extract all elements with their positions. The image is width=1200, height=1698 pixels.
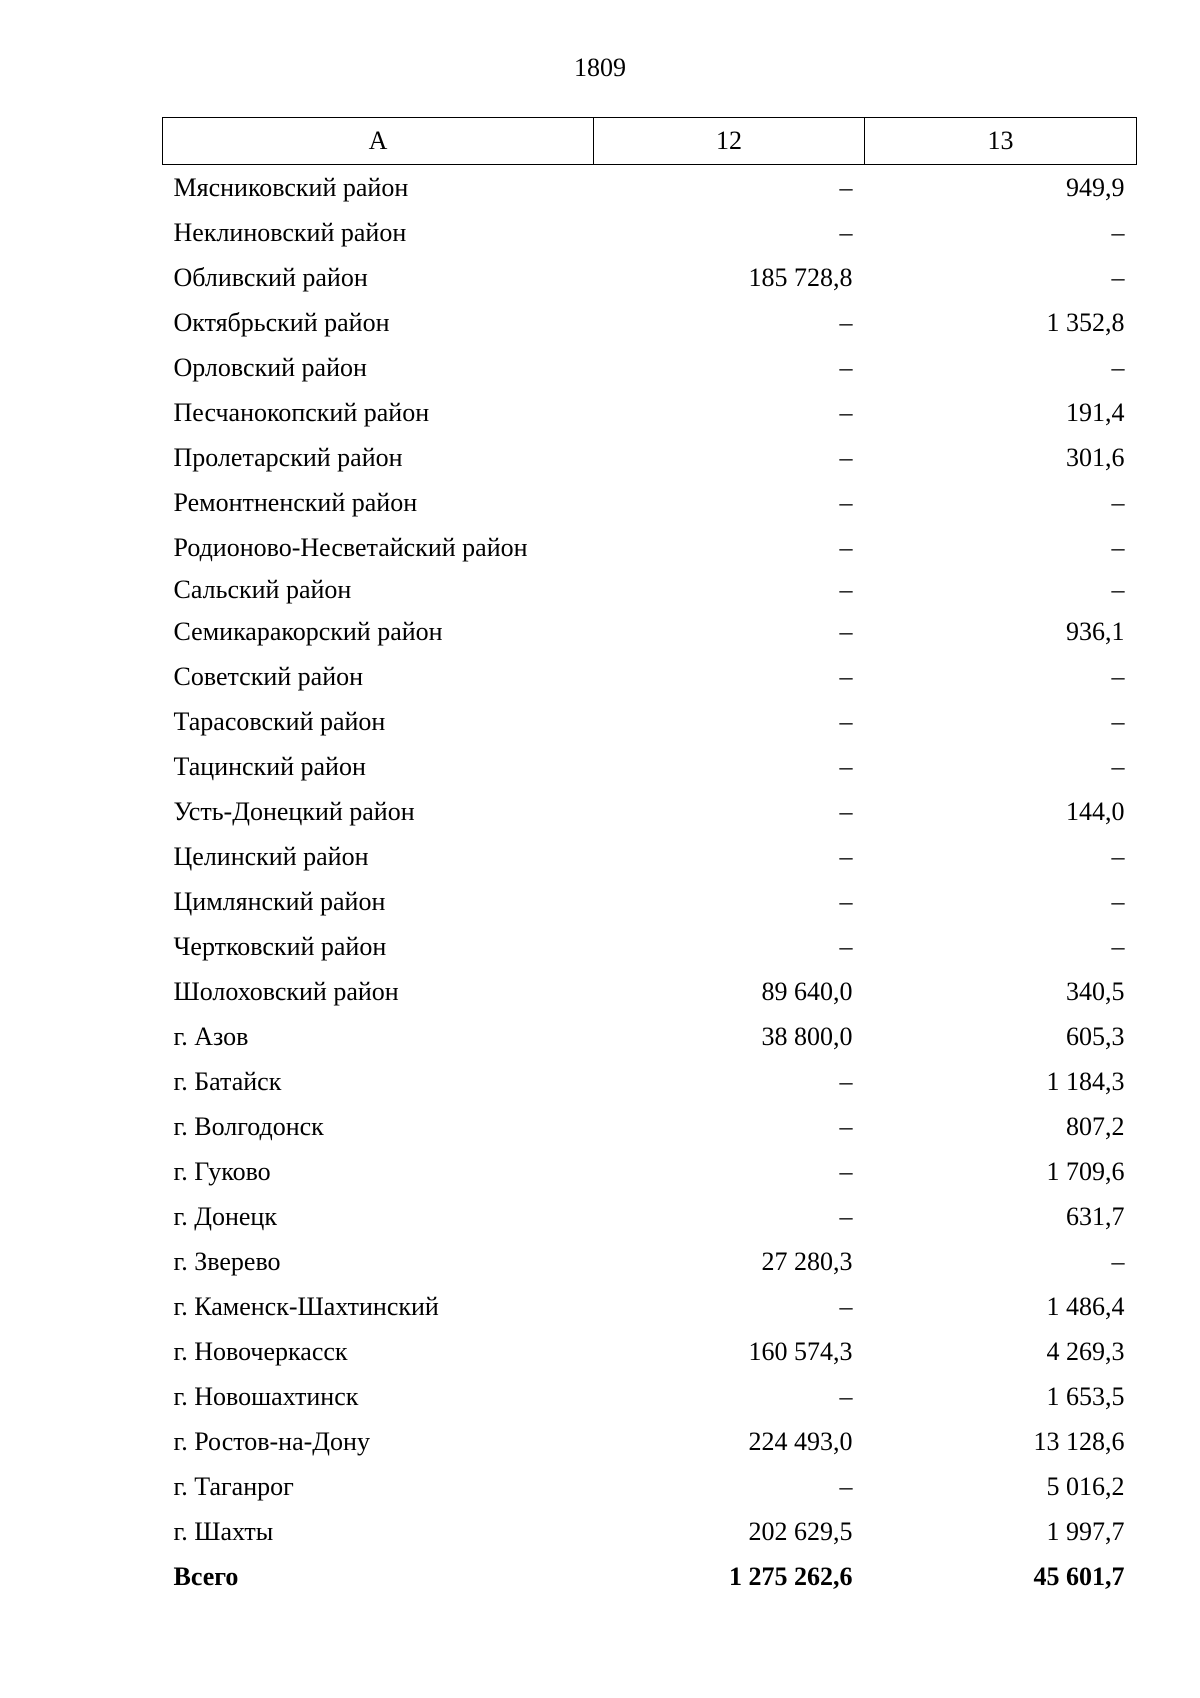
row-name: Мясниковский район (173, 173, 409, 202)
row-name: г. Ростов-на-Дону (173, 1427, 370, 1456)
row-value-12: – (839, 662, 853, 691)
table-row (163, 390, 1137, 435)
row-value-12: 160 574,3 (748, 1337, 853, 1366)
header-col-12: 12 (594, 118, 865, 165)
row-value-12: – (839, 1157, 853, 1186)
row-value-12: – (839, 1067, 853, 1096)
row-value-12: – (839, 1472, 853, 1501)
row-value-13: – (1111, 752, 1125, 781)
row-value-13: – (1111, 533, 1125, 562)
row-name: Октябрьский район (173, 308, 390, 337)
row-name: г. Каменск-Шахтинский (173, 1292, 439, 1321)
row-value-12: – (839, 887, 853, 916)
row-value-13: 807,2 (1066, 1112, 1125, 1141)
header-col-13: 13 (865, 118, 1137, 165)
row-value-13: – (1111, 1247, 1125, 1276)
row-value-13: 1 352,8 (1046, 308, 1125, 337)
row-value-13: 4 269,3 (1046, 1337, 1125, 1366)
row-name: Чертковский район (173, 932, 387, 961)
row-value-13: 605,3 (1066, 1022, 1125, 1051)
row-value-12: – (839, 443, 853, 472)
table-row (163, 480, 1137, 525)
row-value-13: – (1111, 263, 1125, 292)
total-row (163, 1554, 1137, 1599)
table-body (163, 165, 1137, 1600)
row-value-12: – (839, 1382, 853, 1411)
row-value-12: – (839, 752, 853, 781)
row-value-13: 1 997,7 (1046, 1517, 1125, 1546)
table-row (163, 1419, 1137, 1464)
row-value-12: 202 629,5 (748, 1517, 853, 1546)
table-row (163, 834, 1137, 879)
table-row (163, 789, 1137, 834)
table-row (163, 300, 1137, 345)
row-name: Обливский район (173, 263, 368, 292)
row-name: Сальский район (173, 575, 352, 604)
row-value-12: – (839, 932, 853, 961)
row-value-13: 1 486,4 (1046, 1292, 1125, 1321)
row-value-13: – (1111, 218, 1125, 247)
table-row (163, 744, 1137, 789)
row-value-13: – (1111, 707, 1125, 736)
row-value-13: 1 653,5 (1046, 1382, 1125, 1411)
table-row (163, 345, 1137, 390)
row-name: г. Новошахтинск (173, 1382, 359, 1411)
row-name: Орловский район (173, 353, 367, 382)
row-value-12: – (839, 1112, 853, 1141)
row-value-12: – (839, 398, 853, 427)
table-row (163, 879, 1137, 924)
row-name: г. Новочеркасск (173, 1337, 348, 1366)
row-value-13: 191,4 (1066, 398, 1125, 427)
row-value-12: – (839, 308, 853, 337)
row-name: Шолоховский район (173, 977, 399, 1006)
table-row (163, 1014, 1137, 1059)
row-value-13: 949,9 (1066, 173, 1125, 202)
table-header (163, 118, 1137, 165)
row-value-12: – (839, 575, 853, 604)
row-value-12: – (839, 707, 853, 736)
row-name: Неклиновский район (173, 218, 407, 247)
row-value-13: – (1111, 353, 1125, 382)
total-label: Всего (173, 1562, 239, 1591)
row-value-13: – (1111, 488, 1125, 517)
row-name: Родионово-Несветайский район (173, 533, 528, 562)
row-name: Пролетарский район (173, 443, 403, 472)
row-value-12: – (839, 173, 853, 202)
row-name: Тарасовский район (173, 707, 386, 736)
table-row (163, 654, 1137, 699)
row-value-12: – (839, 1292, 853, 1321)
row-value-12: – (839, 842, 853, 871)
row-value-13: 631,7 (1066, 1202, 1125, 1231)
row-value-13: – (1111, 932, 1125, 961)
row-name: Тацинский район (173, 752, 366, 781)
row-value-13: – (1111, 842, 1125, 871)
table-row (163, 1329, 1137, 1374)
budget-table (162, 117, 1137, 1599)
row-value-12: – (839, 488, 853, 517)
table-row (163, 1509, 1137, 1554)
row-value-12: – (839, 617, 853, 646)
row-value-13: – (1111, 575, 1125, 604)
row-value-12: – (839, 353, 853, 382)
row-name: Целинский район (173, 842, 369, 871)
row-value-12: – (839, 533, 853, 562)
row-name: г. Гуково (173, 1157, 271, 1186)
row-name: г. Таганрог (173, 1472, 294, 1501)
table-row (163, 570, 1137, 609)
row-name: Песчанокопский район (173, 398, 430, 427)
row-value-13: 1 184,3 (1046, 1067, 1125, 1096)
row-value-12: 89 640,0 (761, 977, 853, 1006)
table-row (163, 210, 1137, 255)
row-name: Ремонтненский район (173, 488, 418, 517)
table-row (163, 969, 1137, 1014)
row-name: Усть-Донецкий район (173, 797, 415, 826)
total-value-13: 45 601,7 (1033, 1562, 1125, 1591)
row-name: г. Донецк (173, 1202, 277, 1231)
table-row (163, 699, 1137, 744)
table-row (163, 1464, 1137, 1509)
row-value-12: 185 728,8 (748, 263, 853, 292)
row-name: Семикаракорский район (173, 617, 443, 646)
row-value-13: 340,5 (1066, 977, 1125, 1006)
row-value-12: – (839, 797, 853, 826)
row-value-13: – (1111, 887, 1125, 916)
row-value-12: 224 493,0 (748, 1427, 853, 1456)
table-row (163, 609, 1137, 654)
row-value-13: 5 016,2 (1046, 1472, 1125, 1501)
row-name: г. Волгодонск (173, 1112, 324, 1141)
row-value-13: 144,0 (1066, 797, 1125, 826)
table-row (163, 165, 1137, 211)
row-name: г. Азов (173, 1022, 249, 1051)
table-row (163, 435, 1137, 480)
table-row (163, 924, 1137, 969)
table-row (163, 1104, 1137, 1149)
table-row (163, 255, 1137, 300)
table-row (163, 1194, 1137, 1239)
row-name: г. Зверево (173, 1247, 281, 1276)
row-value-13: 936,1 (1066, 617, 1125, 646)
row-name: Советский район (173, 662, 364, 691)
row-value-13: 301,6 (1066, 443, 1125, 472)
table-row (163, 1284, 1137, 1329)
table-row (163, 1059, 1137, 1104)
row-name: г. Батайск (173, 1067, 282, 1096)
header-col-a: А (163, 118, 594, 165)
row-name: г. Шахты (173, 1517, 274, 1546)
row-value-12: 27 280,3 (761, 1247, 853, 1276)
header-row (163, 118, 1137, 165)
row-value-12: 38 800,0 (761, 1022, 853, 1051)
row-value-12: – (839, 1202, 853, 1231)
row-name: Цимлянский район (173, 887, 386, 916)
row-value-13: – (1111, 662, 1125, 691)
table-row (163, 1239, 1137, 1284)
page-number: 1809 (574, 53, 626, 82)
row-value-12: – (839, 218, 853, 247)
total-value-12: 1 275 262,6 (729, 1562, 853, 1591)
table-row (163, 1149, 1137, 1194)
row-value-13: 13 128,6 (1033, 1427, 1125, 1456)
table-row (163, 1374, 1137, 1419)
row-value-13: 1 709,6 (1046, 1157, 1125, 1186)
table-row (163, 525, 1137, 570)
